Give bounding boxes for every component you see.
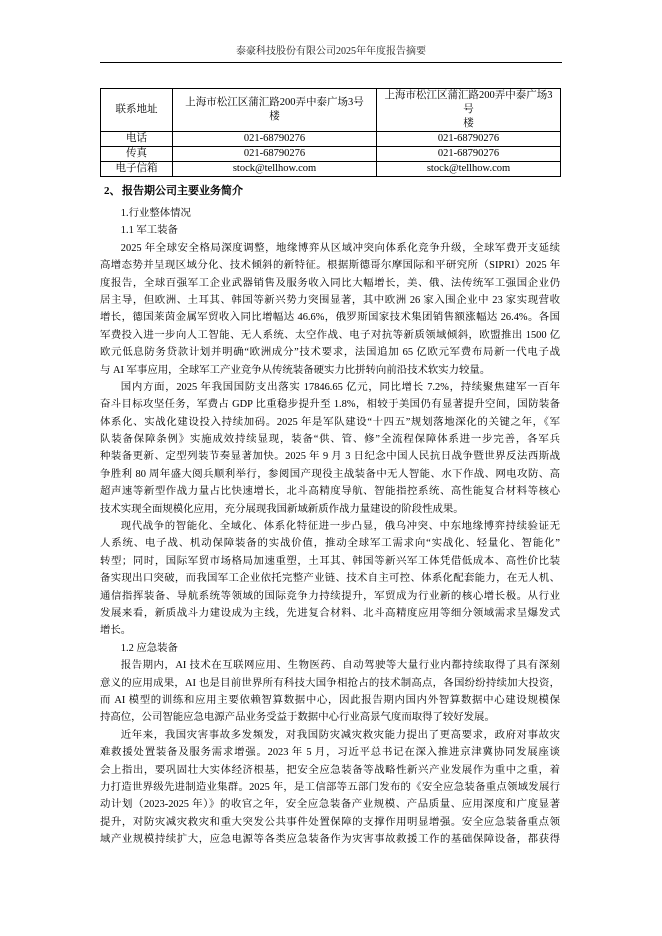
paragraph-line: 欧元低息防务贷款计划并明确“欧洲成分”技术要求，法国追加 65 亿欧元军费布局新一代电子战 xyxy=(100,347,560,359)
paragraph-line: 报告期内，AI 技术在互联网应用、生物医药、自动驾驶等大量行业内都持续取得了具有深刻 xyxy=(120,660,560,672)
military-equipment-heading: 1.1 军工装备 xyxy=(120,225,178,237)
email-value: stock@tellhow.com xyxy=(173,162,377,177)
paragraph xyxy=(100,240,560,379)
phone-value: 021-68790276 xyxy=(173,132,377,147)
paragraph-line: 难救援处置装备及服务需求增强。2023 年 5 月，习近平总书记在深入推进京津冀协同发展座谈 xyxy=(100,747,560,759)
paragraph-line: 增长。 xyxy=(100,625,132,637)
paragraph-line: 提升，对防灾减灾救灾和重大突发公共事件处置保障的支撑作用明显增强。安全应急装备重点领 xyxy=(100,816,560,828)
paragraph xyxy=(100,379,560,518)
paragraph-line: 超声速等新型作战力量占比快速增长，北斗高精度导航、智能指控系统、高性能复合材料等核心 xyxy=(100,486,560,498)
emergency-equipment-heading: 1.2 应急装备 xyxy=(120,642,178,654)
paragraph-line: 而 AI 模型的训练和应用主要依赖智算数据中心，因此报告期内国内外智算数据中心建设规模保 xyxy=(100,694,560,706)
paragraph-line: 国内方面，2025 年我国国防支出落实 17846.65 亿元，同比增长 7.2%，持续聚焦建军一百年 xyxy=(120,381,560,393)
paragraph xyxy=(100,518,560,640)
paragraph xyxy=(100,657,560,727)
table-row-email xyxy=(101,162,561,177)
paragraph-line: 会上指出，要巩固壮大实体经济根基，把安全应急装备等战略性新兴产业发展作为重中之重，着 xyxy=(100,764,560,776)
table-row-phone xyxy=(101,132,561,147)
phone-label: 电话 xyxy=(101,132,173,147)
paragraph-line: 2025 年全球安全格局深度调整，地缘博弈从区域冲突向体系化竞争升级，全球军费开支延续 xyxy=(120,242,560,254)
address-value-representative xyxy=(377,89,561,132)
paragraph-line: 动计划（2023-2025 年）》的收官之年，安全应急装备产业规模、产品质量、应用深度和广度显著 xyxy=(100,799,560,811)
paragraph-line: 与 AI 军事应用，全球军工产业竞争从传统装备硬实力比拼转向前沿技术软实力较量。 xyxy=(100,364,491,376)
paragraph-line: 队装备保障条例》实施成效持续显现，装备“供、管、修”全流程保障体系进一步完善，各军兵 xyxy=(100,434,560,446)
paragraph-line: 增长，德国莱茵金属军贸收入同比增幅达 46.6%，俄罗斯国家技术集团销售额涨幅达 26.4%。各国 xyxy=(100,312,560,324)
address-label: 联系地址 xyxy=(101,89,173,132)
paragraph-line: 意义的应用成果，AI 也是目前世界所有科技大国争相抢占的技术制高点，各国纷纷持续加大投资， xyxy=(100,677,560,689)
address-line: 楼 xyxy=(463,118,474,129)
paragraph-line: 度报告，全球百强军工企业武器销售及服务收入同比大幅增长，美、俄、法传统军工强国企业仍 xyxy=(100,277,560,289)
paragraph-line: 近年来，我国灾害事故多发频发，对我国防灾减灾救灾能力提出了更高要求，政府对事故灾 xyxy=(120,729,560,741)
paragraph-line: 持高位，公司智能应急电源产品业务受益于数据中心行业高景气度而取得了较好发展。 xyxy=(100,712,495,724)
section-heading xyxy=(104,182,243,200)
fax-value: 021-68790276 xyxy=(173,147,377,162)
paragraph-line: 力打造世界级先进制造业集群。2025 年，是工信部等五部门发布的《安全应急装备重点领域发展行 xyxy=(100,781,560,793)
paragraph-line: 域产业规模持续扩大，应急电源等各类应急装备作为灾害事故救援工作的基础保障设备，都获得 xyxy=(100,834,560,846)
paragraph-line: 军费投入进一步向人工智能、无人系统、太空作战、电子对抗等新质领域倾斜，欧盟推出 1500 亿 xyxy=(100,329,560,341)
paragraph-line: 发展来看，新质战斗力建设成为主线，先进复合材料、北斗高精度应用等细分领域需求呈爆发式 xyxy=(100,607,560,619)
email-label: 电子信箱 xyxy=(101,162,173,177)
paragraph-line: 备实现出口突破，而我国军工企业依托完整产业链、技术自主可控、体系化配套能力，在无人机、 xyxy=(100,573,560,585)
section-number: 2、 xyxy=(104,185,121,197)
address-line: 上海市松江区蒲汇路200弄中泰广场3号 xyxy=(185,97,364,108)
contact-info-table xyxy=(100,88,561,177)
phone-value: 021-68790276 xyxy=(377,132,561,147)
paragraph-line: 现代战争的智能化、全域化、体系化特征进一步凸显，俄乌冲突、中东地缘博弈持续验证无 xyxy=(120,521,560,533)
paragraph-line: 人系统、电子战、机动保障装备的实战价值，推动全球军工需求向“实战化、轻量化、智能化” xyxy=(100,538,560,550)
paragraph-line: 技术实现全面规模化应用，充分展现我国新域新质作战力量建设的阶段性成果。 xyxy=(100,503,464,515)
industry-heading: 1.行业整体情况 xyxy=(120,208,191,219)
paragraph xyxy=(100,727,560,849)
address-line: 楼 xyxy=(269,111,280,122)
paragraph-line: 居主导，但欧洲、土耳其、韩国等新兴势力突围显著，其中欧洲 26 家入围企业中 23 家实现营收 xyxy=(100,294,560,306)
section-title: 报告期公司主要业务简介 xyxy=(122,185,243,197)
business-overview xyxy=(100,205,560,848)
paragraph-line: 奋斗目标攻坚任务，军费占 GDP 比重稳步提升至 1.8%，相较于美国仍有显著提升空间，国防装备 xyxy=(100,399,560,411)
paragraph-line: 高增态势并呈现区域分化、技术倾斜的新特征。根据斯德哥尔摩国际和平研究所（SIPRI）2025 年 xyxy=(100,260,560,272)
table-row-address xyxy=(101,89,561,132)
table-row-fax xyxy=(101,147,561,162)
email-value: stock@tellhow.com xyxy=(377,162,561,177)
page-header: 泰豪科技股份有限公司2025年年度报告摘要 xyxy=(100,43,562,63)
address-value-secretary xyxy=(173,89,377,132)
paragraph-line: 通信指挥装备、导航系统等领域的国际竞争力持续提升，军贸成为行业新的核心增长极。从行业 xyxy=(100,590,560,602)
paragraph-line: 争胜利 80 周年盛大阅兵顺利举行，参阅国产现役主战装备中无人智能、水下作战、网电攻防、高 xyxy=(100,468,560,480)
paragraph-line: 体系化、实战化建设投入持续加码。2025 年是军队建设“十四五”规划落地深化的关键之年，《军 xyxy=(100,416,560,428)
paragraph-line: 转型；同时，国际军贸市场格局加速重塑，土耳其、韩国等新兴军工体凭借低成本、高性价比装 xyxy=(100,555,560,567)
paragraph-line: 种装备更新、定型列装节奏显著加快。2025 年 9 月 3 日纪念中国人民抗日战争暨世界反法西斯战 xyxy=(100,451,560,463)
fax-label: 传真 xyxy=(101,147,173,162)
address-line: 上海市松江区蒲汇路200弄中泰广场3号 xyxy=(384,90,553,115)
fax-value: 021-68790276 xyxy=(377,147,561,162)
